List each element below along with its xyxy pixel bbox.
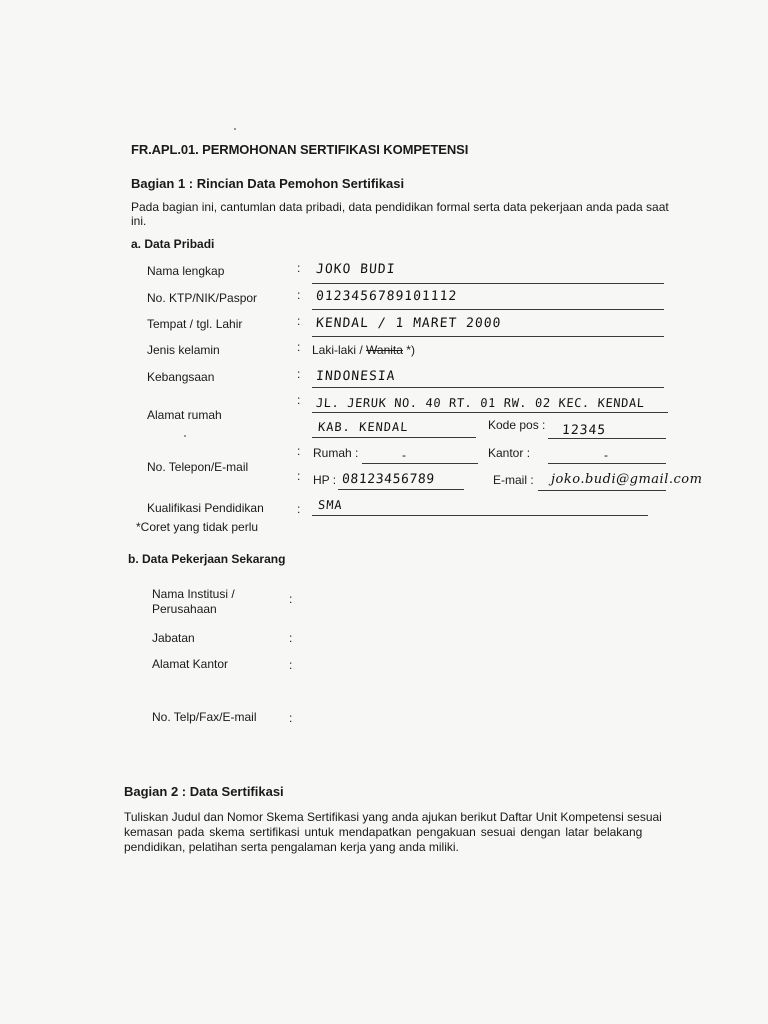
institusi-label-line1: Nama Institusi /	[152, 587, 235, 601]
ttl-value[interactable]: KENDAL / 1 MARET 2000	[315, 316, 502, 331]
kantor-value[interactable]: -	[604, 448, 608, 462]
coret-note: *Coret yang tidak perlu	[136, 520, 259, 534]
ttl-label: Tempat / tgl. Lahir	[147, 317, 243, 331]
bagian1-intro-line2: ini.	[131, 214, 147, 228]
hp-label: HP :	[313, 473, 337, 487]
kantor-underline	[548, 463, 666, 464]
ktp-value[interactable]: 0123456789101112	[315, 289, 458, 304]
nama-label: Nama lengkap	[147, 264, 225, 278]
alamat-underline-1	[312, 412, 668, 413]
jk-option-wanita-struck: Wanita	[366, 343, 403, 357]
kualifikasi-label: Kualifikasi Pendidikan	[147, 501, 264, 515]
colon: :	[297, 261, 301, 275]
kantor-label: Kantor :	[488, 446, 531, 460]
kodepos-underline	[548, 438, 666, 439]
colon: :	[297, 288, 301, 302]
nama-underline	[312, 283, 664, 284]
alamat-underline-2	[312, 437, 476, 438]
scan-speck	[184, 435, 186, 437]
kodepos-label: Kode pos :	[488, 418, 546, 432]
alamat-label: Alamat rumah	[147, 408, 222, 422]
rumah-underline	[362, 463, 478, 464]
alamat-value-line1[interactable]: JL. JERUK NO. 40 RT. 01 RW. 02 KEC. KENDAL	[315, 396, 646, 410]
kualifikasi-value[interactable]: SMA	[317, 498, 344, 512]
ttl-underline	[312, 336, 664, 337]
hp-underline	[338, 489, 464, 490]
data-pekerjaan-heading: b. Data Pekerjaan Sekarang	[128, 552, 286, 566]
colon: :	[297, 469, 301, 483]
email-underline	[538, 490, 666, 491]
colon: :	[289, 631, 293, 645]
jk-option-laki: Laki-laki /	[312, 343, 367, 357]
alamat-value-line2[interactable]: KAB. KENDAL	[317, 420, 409, 434]
colon: :	[297, 444, 301, 458]
jk-label: Jenis kelamin	[147, 343, 220, 357]
bagian2-line1: Tuliskan Judul dan Nomor Skema Sertifikasi yang anda ajukan berikut Daftar Unit Kompetensi sesuai	[124, 810, 662, 824]
colon: :	[297, 393, 301, 407]
colon: :	[297, 340, 301, 354]
colon: :	[289, 592, 293, 606]
bagian2-line3: pendidikan, pelatihan serta pengalaman kerja yang anda miliki.	[124, 840, 459, 854]
jk-footnote-marker: *)	[402, 343, 415, 357]
bagian2-heading: Bagian 2 : Data Sertifikasi	[124, 784, 284, 799]
alamat-kantor-label: Alamat Kantor	[152, 657, 229, 671]
colon: :	[289, 711, 293, 725]
pekerjaan-telp-label: No. Telp/Fax/E-mail	[152, 710, 257, 724]
bangsa-label: Kebangsaan	[147, 370, 215, 384]
institusi-label-line2: Perusahaan	[152, 602, 217, 616]
bangsa-underline	[312, 387, 664, 388]
rumah-value[interactable]: -	[402, 448, 406, 462]
nama-value[interactable]: JOKO BUDI	[315, 262, 396, 277]
colon: :	[297, 502, 301, 516]
jabatan-label: Jabatan	[152, 631, 195, 645]
form-title: FR.APL.01. PERMOHONAN SERTIFIKASI KOMPETENSI	[131, 142, 469, 157]
bagian1-intro-line1: Pada bagian ini, cantumlan data pribadi, data pendidikan formal serta data pekerjaan anda pada saat	[131, 200, 669, 214]
kualifikasi-underline	[312, 515, 648, 516]
ktp-label: No. KTP/NIK/Paspor	[147, 291, 258, 305]
ktp-underline	[312, 309, 664, 310]
bangsa-value[interactable]: INDONESIA	[315, 369, 396, 384]
colon: :	[289, 658, 293, 672]
bagian1-heading: Bagian 1 : Rincian Data Pemohon Sertifikasi	[131, 176, 405, 191]
hp-value[interactable]: 08123456789	[341, 472, 436, 487]
email-value[interactable]: joko.budi@gmail.com	[551, 472, 703, 487]
scan-speck	[234, 128, 236, 130]
email-label: E-mail :	[493, 473, 534, 487]
kodepos-value[interactable]: 12345	[561, 423, 607, 438]
data-pribadi-heading: a. Data Pribadi	[131, 237, 215, 251]
colon: :	[297, 314, 301, 328]
colon: :	[297, 367, 301, 381]
telp-label: No. Telepon/E-mail	[147, 460, 249, 474]
bagian2-line2: kemasan pada skema sertifikasi untuk mendapatkan pengakuan sesuai dengan latar belakang	[124, 825, 643, 839]
jk-value[interactable]	[312, 343, 415, 357]
rumah-label: Rumah :	[313, 446, 359, 460]
